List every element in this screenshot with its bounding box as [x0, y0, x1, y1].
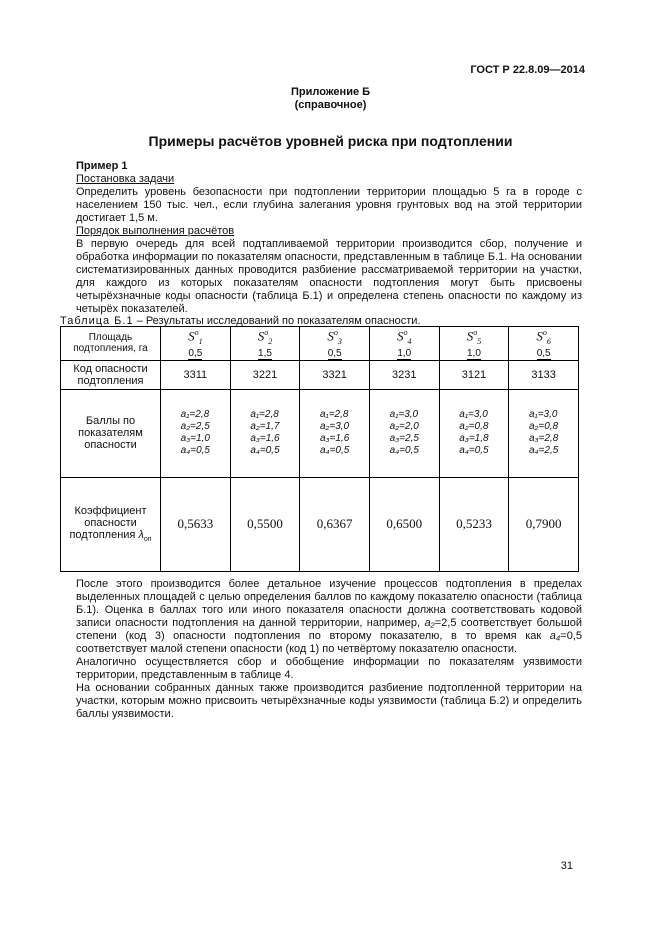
area-cell [230, 327, 300, 361]
score-a4: a₄=0,5 [389, 445, 419, 457]
s-sup: o [473, 328, 478, 337]
annex-title: Приложение Б [290, 86, 371, 98]
code-cell: 3121 [439, 360, 509, 389]
standard-code: ГОСТ Р 22.8.09—2014 [470, 64, 585, 76]
score-a2: a₂=3,0 [319, 421, 350, 433]
code-label-line1: Код опасности [73, 362, 148, 375]
area-value: 1,0 [467, 347, 481, 359]
s-symbol: S [536, 328, 543, 344]
s-sub: 4 [407, 336, 412, 346]
example-block [76, 160, 582, 316]
s-sub: 1 [198, 336, 203, 346]
row-label-scores [61, 389, 161, 477]
code-cell: 3321 [300, 360, 370, 389]
coef-cell: 0,7900 [509, 477, 579, 571]
p1-a4-symbol: a₄ [549, 630, 561, 642]
s-sub: 2 [268, 336, 273, 346]
area-cell [161, 327, 231, 361]
score-a4: a₄=0,5 [319, 445, 350, 457]
s-sub: 6 [546, 336, 551, 346]
score-a2: a₂=2,0 [389, 421, 419, 433]
scores-cell [509, 389, 579, 477]
scores-cell [439, 389, 509, 477]
area-value: 1,5 [258, 347, 272, 359]
s-symbol: S [257, 328, 265, 344]
score-a2: a₂=0,8 [528, 421, 559, 433]
s-sub: 3 [337, 336, 342, 346]
area-cell [300, 327, 370, 361]
scores-label-line1: Баллы по [85, 415, 136, 428]
coef-cell: 0,5633 [161, 477, 231, 571]
coef-cell: 0,6367 [300, 477, 370, 571]
s-symbol: S [188, 328, 195, 344]
scores-cell [300, 389, 370, 477]
s-sub: 5 [477, 336, 482, 346]
coef-label-line2: опасности [84, 517, 137, 530]
p1-part2: =2,5 соответствует большой степени (код 3) опасности подтопления по второму показателю, в то время как [76, 617, 582, 642]
score-a3: a₃=2,8 [528, 433, 559, 445]
score-a1: a₁=2,8 [250, 409, 279, 421]
score-a1: a₁=2,8 [180, 409, 210, 421]
s-sup: o [403, 328, 408, 337]
p1-a2-symbol: a₂ [424, 617, 435, 629]
hazard-results-table [60, 326, 579, 572]
score-a2: a₂=0,8 [459, 421, 489, 433]
area-value: 0,5 [536, 347, 551, 359]
table-caption-prefix: Таблица Б.1 [60, 315, 134, 327]
page-number: 31 [560, 860, 573, 872]
code-cell: 3311 [161, 360, 231, 389]
table-row-area [61, 327, 579, 361]
s-symbol: S [466, 328, 474, 344]
score-a4: a₄=2,5 [528, 445, 559, 457]
area-label-line2: подтопления, га [73, 343, 148, 355]
s-symbol: S [397, 328, 404, 344]
s-sup: o [194, 328, 199, 337]
scores-label-line3: опасности [84, 439, 137, 452]
code-label-line2: подтопления [77, 374, 144, 387]
code-cell: 3231 [369, 360, 439, 389]
score-a1: a₁=3,0 [459, 409, 488, 421]
score-a3: a₃=1,0 [180, 433, 210, 445]
score-a4: a₄=0,5 [180, 445, 210, 457]
area-label-line1: Площадь [88, 332, 133, 344]
area-cell [439, 327, 509, 361]
row-label-code [61, 360, 161, 389]
main-title: Примеры расчётов уровней риска при подтоплении [148, 133, 513, 149]
area-value: 0,5 [327, 347, 342, 359]
p1-part1: После этого производится более детальное изучение процессов подтопления в пределах выделенных площадей с целью определения баллов по каждому показателю опасности (таблица Б.1). Оценка в баллах того или иного показателя опасности должна соответствовать кодовой записи опасности подтопления на данной территории, например, [76, 578, 582, 629]
score-a2: a₂=2,5 [180, 421, 210, 433]
scores-cell [161, 389, 231, 477]
area-cell [369, 327, 439, 361]
coef-cell: 0,5233 [439, 477, 509, 571]
code-cell: 3221 [230, 360, 300, 389]
task-text: Определить уровень безопасности при подтоплении территории площадью 5 га в городе с населением 150 тыс. чел., если глубина залегания уровня грунтовых вод на этой территории достигает 1,5 м. [76, 186, 582, 224]
score-a1: a₁=3,0 [389, 409, 419, 421]
s-sup: o [264, 328, 269, 337]
area-value: 0,5 [188, 347, 203, 359]
lambda-symbol: λ [138, 529, 144, 542]
annex-type: (справочное) [294, 99, 367, 111]
after-table-paragraph-3: На основании собранных данных также производится разбиение подтопленной территории на участки, которым можно присвоить четырёхзначные коды уязвимости (таблица Б.2) и определить баллы уязвимости. [76, 682, 582, 720]
p1-part3: =0,5 соответствует малой степени опасности (код 1) по четвёртому показателю опасности. [76, 630, 582, 655]
procedure-text: В первую очередь для всей подтапливаемой территории производится сбор, получение и обработка информации по показателям опасности, представленным в таблице Б.1. На основании систематизированных данных проводится разбиение рассматриваемой территории на участки, для каждого из которых показателям опасности подтопления могут быть присвоены четырёхзначные коды опасности (таблица Б.1) и определена степень опасности по каждому из четырёх показателей. [76, 238, 582, 315]
score-a3: a₃=1,6 [319, 433, 350, 445]
coef-label-line3: подтопления [69, 529, 136, 542]
after-table-paragraph-1 [76, 578, 582, 656]
table-row-scores [61, 389, 579, 477]
score-a4: a₄=0,5 [459, 445, 489, 457]
area-value: 1,0 [397, 347, 412, 359]
area-cell [509, 327, 579, 361]
table-caption-text: – Результаты исследований по показателям опасности. [133, 315, 421, 327]
table-row-code [61, 360, 579, 389]
row-label-coefficient [61, 477, 161, 571]
s-sup: o [542, 328, 547, 337]
scores-cell [369, 389, 439, 477]
table-row-coefficient [61, 477, 579, 571]
score-a4: a₄=0,5 [250, 445, 280, 457]
code-cell: 3133 [509, 360, 579, 389]
coef-cell: 0,5500 [230, 477, 300, 571]
row-label-area [61, 327, 161, 361]
s-symbol: S [327, 328, 334, 344]
example-heading: Пример 1 [76, 160, 128, 172]
score-a3: a₃=1,8 [459, 433, 489, 445]
coef-label-line1: Коэффициент [74, 505, 147, 518]
score-a1: a₁=2,8 [319, 409, 349, 421]
score-a1: a₁=3,0 [528, 409, 558, 421]
coef-cell: 0,6500 [369, 477, 439, 571]
scores-cell [230, 389, 300, 477]
scores-label-line2: показателям [78, 427, 143, 440]
procedure-heading: Порядок выполнения расчётов [76, 225, 235, 237]
after-table-paragraph-2: Аналогично осуществляется сбор и обобщение информации по показателям уязвимости территории, представленным в таблице 4. [76, 656, 582, 681]
after-table-block [76, 578, 582, 721]
score-a3: a₃=1,6 [250, 433, 280, 445]
lambda-subscript: оп [143, 536, 152, 544]
s-sup: o [333, 328, 338, 337]
task-heading: Постановка задачи [76, 173, 175, 185]
score-a3: a₃=2,5 [389, 433, 419, 445]
score-a2: a₂=1,7 [250, 421, 280, 433]
